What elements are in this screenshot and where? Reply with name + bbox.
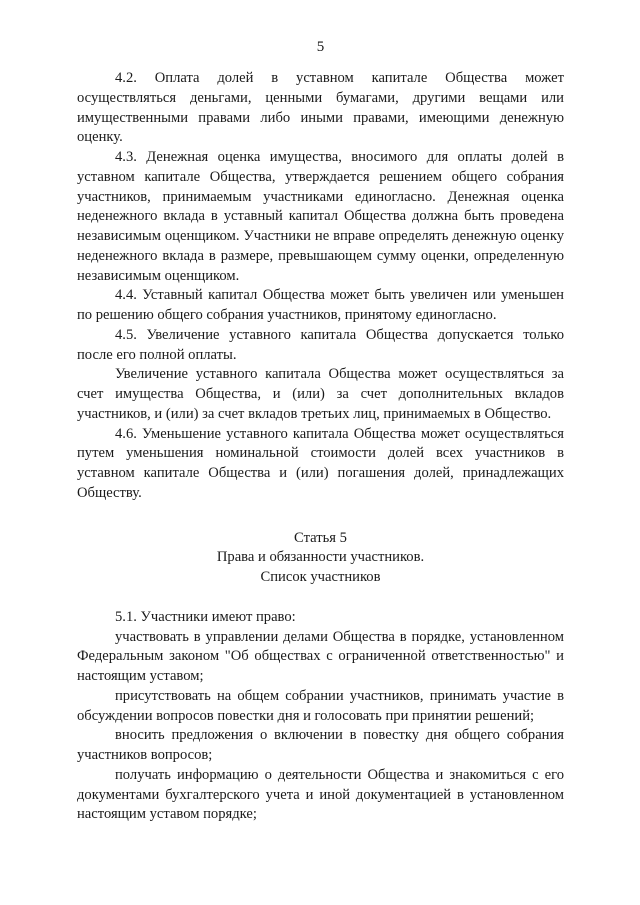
paragraph-4-5-continued: Увеличение уставного капитала Общества может осуществляться за счет имущества Общества, и (или) за счет дополнительных вкладов участников, и (или) за счет вкладов третьих лиц, принимаемых в Общество. bbox=[77, 366, 564, 422]
page-number: 5 bbox=[316, 39, 325, 55]
list-item-participate-management: участвовать в управлении делами Общества в порядке, установленном Федеральным законом "Об обществах с ограниченной ответственностью" и настоящим уставом; bbox=[77, 628, 564, 684]
list-item-attend-meeting: присутствовать на общем собрании участников, принимать участие в обсуждении вопросов повестки дня и голосовать при принятии решений; bbox=[77, 687, 564, 724]
article-heading bbox=[77, 529, 564, 588]
paragraph-4-4: 4.4. Уставный капитал Общества может быть увеличен или уменьшен по решению общего собрания участников, принятому единогласно. bbox=[77, 287, 564, 323]
article-title-line-2: Список участников bbox=[260, 569, 381, 585]
paragraph-4-2: 4.2. Оплата долей в уставном капитале Общества может осуществляться деньгами, ценными бумагами, другими вещами или имущественными правами либо иными правами, имеющими денежную оценку. bbox=[77, 70, 564, 146]
paragraph-5-1: 5.1. Участники имеют право: bbox=[115, 608, 296, 625]
paragraph-4-5: 4.5. Увеличение уставного капитала Общества допускается только после его полной оплаты. bbox=[77, 326, 564, 363]
article-number: Статья 5 bbox=[294, 529, 347, 546]
list-item-receive-information: получать информацию о деятельности Общества и знакомиться с его документами бухгалтерского учета и иной документацией в установленном настоящим уставом порядке; bbox=[77, 766, 564, 823]
paragraph-4-3: 4.3. Денежная оценка имущества, вносимого для оплаты долей в уставном капитале Общества, утверждается решением общего собрания участников, принимаемым участниками единогласно. Денежная оценка неденежного вклада в уставный капитал Общества должна быть проведена независимым оценщиком. Участники не вправе определять денежную оценку неденежного вклада в размере, превышающем сумму оценки, определенную независимым оценщиком. bbox=[77, 149, 564, 284]
article-title-line-1: Права и обязанности участников. bbox=[216, 549, 425, 566]
document-body bbox=[77, 69, 564, 825]
paragraph-4-6: 4.6. Уменьшение уставного капитала Общества может осуществляться путем уменьшения номинальной стоимости долей всех участников в уставном капитале Общества и (или) погашения долей, принадлежащих Обществу. bbox=[77, 425, 564, 501]
list-item-propose-agenda: вносить предложения о включении в повестку дня общего собрания участников вопросов; bbox=[77, 727, 564, 763]
